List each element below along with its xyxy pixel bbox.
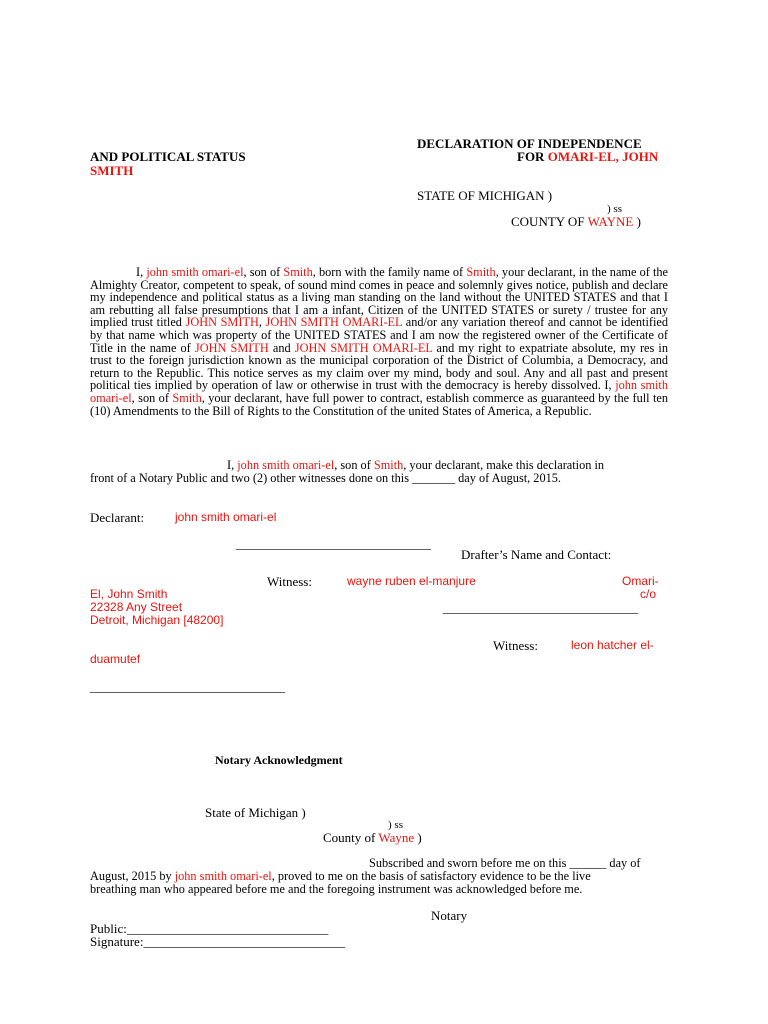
venue-county-close: ): [633, 214, 641, 229]
drafter-street: 22328 Any Street: [90, 600, 183, 614]
drafter-city: Detroit, Michigan [48200]: [90, 613, 224, 627]
witness2-label: Witness:: [493, 638, 538, 653]
title-for: [517, 150, 658, 163]
witness1-name: wayne ruben el-manjure: [347, 574, 476, 588]
venue-ss: ) ss: [607, 203, 622, 215]
upper-name-el: JOHN SMITH OMARI-EL: [294, 340, 433, 355]
venue-state: STATE OF MICHIGAN ): [417, 188, 553, 203]
text: , proved to me on the basis of satisfactory evidence to be the live: [271, 869, 591, 883]
text: ,: [258, 315, 266, 330]
notary-county-label: County of: [323, 830, 379, 845]
notary-county: [323, 831, 422, 844]
venue-county-name: WAYNE: [587, 214, 634, 229]
text: , your declarant, in the name of the Almighty Creator, competent to speak, of sound mind comes in peace and solemnly gives notice, publish and declare my independence and political status as a living man standing on the land without the UNITED STATES and that I am rebutting all false presumptions that I am a infant, Citizen of the UNITED STATES or surety / trustee for any implied trust titled: [90, 265, 669, 330]
notary-ss: ) ss: [388, 819, 403, 831]
text: , your declarant, have full power to contract, establish commerce as guaranteed by the full ten (10) Amendments to the Bill of Rights to the Constitution of the united States of America, a Republic.: [90, 390, 669, 418]
venue-county: [511, 215, 641, 228]
text: and: [268, 340, 295, 355]
notary-public-label: Public:: [90, 921, 127, 936]
text: son of: [138, 390, 173, 405]
witness1-label: Witness:: [267, 574, 312, 589]
notary-county-name: Wayne: [378, 830, 415, 845]
notary-county-close: ): [414, 830, 422, 845]
declarant-name: john smith omari-el: [146, 265, 244, 279]
title-declarant-name-cont: SMITH: [90, 163, 134, 178]
declarant-signature-line: ______________________________: [236, 536, 431, 551]
text: I,: [227, 458, 238, 472]
text: ,: [131, 390, 139, 405]
title-line2: AND POLITICAL STATUS: [90, 149, 246, 164]
sworn-line1: Subscribed and sworn before me on this ______ day of: [369, 856, 641, 870]
venue-county-label: COUNTY OF: [511, 214, 588, 229]
text: , your declarant, make this declaration in: [403, 458, 605, 472]
title-for-label: FOR: [517, 149, 548, 164]
text: I,: [136, 265, 147, 279]
upper-name-el: JOHN SMITH OMARI-EL: [265, 315, 403, 330]
drafter-label: Drafter’s Name and Contact:: [461, 547, 612, 562]
notary-public-line: _______________________________: [126, 921, 329, 936]
witness2-signature-line: ______________________________: [90, 679, 285, 694]
text: , born with the family name of: [312, 265, 467, 279]
surname: Smith: [466, 265, 496, 279]
drafter-care-of: c/o: [640, 587, 657, 601]
notary-state: State of Michigan ): [205, 805, 306, 820]
notary-heading: Notary Acknowledgment: [215, 753, 343, 767]
text: , son of: [243, 265, 284, 279]
text: , son of: [334, 458, 374, 472]
witness1-signature-line: ______________________________: [443, 600, 638, 615]
text: and my right to expatriate absolute, my res in trust to the foreign jurisdiction known as the municipal corporation of the District of Columbia, a Democracy, and return to the Republic. This notice serves as my claim over my mind, body and soul. Any and all past and present political ties implied by operation of law or otherwise in trust with the democracy is hereby dissolved. I,: [90, 340, 668, 393]
upper-name: JOHN SMITH: [194, 340, 269, 355]
declaration-paragraph: [90, 266, 668, 417]
surname: Smith: [373, 458, 404, 472]
notary-signature: [90, 935, 345, 948]
declarant-name: john smith omari-el: [175, 510, 277, 524]
surname: Smith: [283, 265, 313, 279]
declarant-name: john smith omari-el: [90, 378, 668, 405]
drafter-name-part2: El, John Smith: [90, 587, 168, 601]
declarant-name: john smith omari-el: [174, 869, 272, 883]
drafter-name-part1: Omari-: [622, 574, 659, 588]
upper-name: JOHN SMITH: [185, 315, 259, 330]
sworn-line3: breathing man who appeared before me and the foregoing instrument was acknowledged before me.: [90, 882, 583, 896]
text: August, 2015 by: [90, 869, 175, 883]
declarant-name: john smith omari-el: [237, 458, 335, 472]
notary-label: Notary: [431, 908, 468, 923]
witness2-name-part2: duamutef: [90, 652, 141, 666]
title-declarant-name: OMARI-EL, JOHN: [547, 149, 659, 164]
text: and/or any variation thereof and cannot be identified by that name which was property of the UNITED STATES and I am now the registered owner of the Certificate of Title in the name of: [90, 315, 668, 355]
declarant-label: Declarant:: [90, 510, 145, 525]
witness2-name-part1: leon hatcher el-: [571, 638, 654, 652]
notary-signature-line: _______________________________: [143, 934, 345, 949]
surname: Smith: [172, 390, 202, 405]
statement-line2: front of a Notary Public and two (2) other witnesses done on this _______ day of August, 2015.: [90, 471, 561, 485]
notary-signature-label: Signature:: [90, 934, 144, 949]
title-line1: DECLARATION OF INDEPENDENCE: [417, 136, 642, 151]
